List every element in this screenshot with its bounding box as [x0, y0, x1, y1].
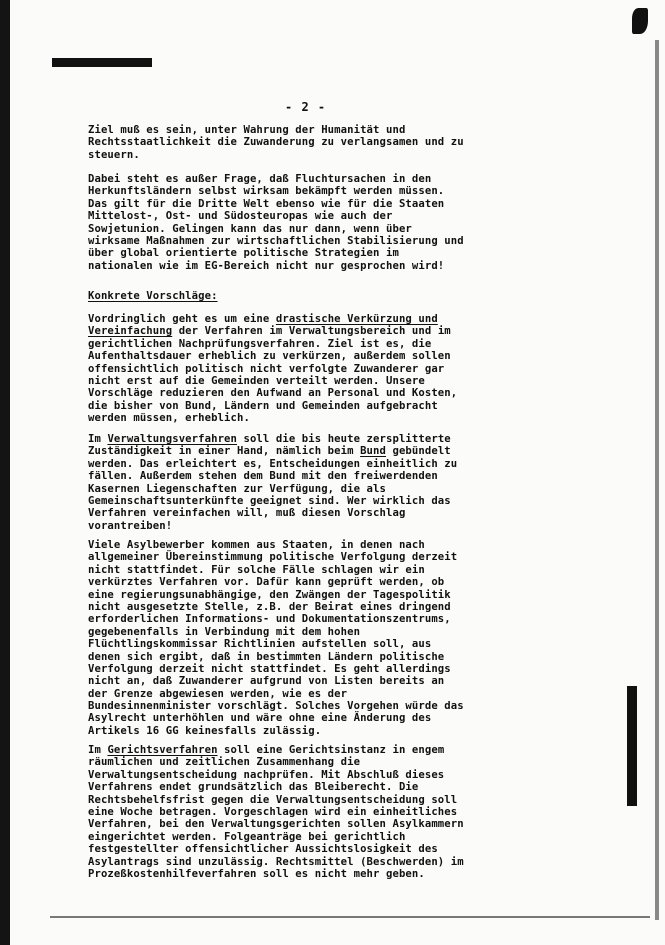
underlined-text: Gerichtsverfahren	[107, 744, 218, 756]
text-line	[88, 744, 508, 756]
underlined-text: Vereinfachung	[88, 325, 173, 338]
text-line: Herkunftsländern selbst wirksam bekämpft werden müssen.	[88, 185, 445, 198]
page-number: - 2 -	[285, 100, 327, 114]
text-line: die bisher von Bund, Ländern und Gemeinden aufgebracht	[88, 399, 438, 412]
text-line: eine regierungsunabhängige, den Zwängen der Tagespolitik	[88, 588, 451, 601]
paragraph-4	[88, 433, 508, 532]
paragraph-6	[88, 744, 508, 880]
text-line: Flüchtlingskommissar Richtlinien aufstellen soll, aus	[88, 638, 432, 651]
text-line: allgemeiner Übereinstimmung politische Verfolgung derzeit	[88, 551, 458, 564]
text-line: nicht erst auf die Gemeinden verteilt werden. Unsere	[88, 374, 425, 387]
text-line: werden. Das erleichtert es, Entscheidungen einheitlich zu	[88, 457, 458, 470]
section-heading	[88, 290, 508, 302]
text-line: der Grenze abgewiesen werden, wie es der	[88, 687, 348, 700]
text-line: Aufenthaltsdauer erheblich zu verkürzen, außerdem sollen	[88, 350, 451, 363]
text-line: denen sich ergibt, daß in bestimmten Ländern politische	[88, 650, 445, 663]
text-run: soll eine Gerichtsinstanz in engem	[217, 744, 445, 756]
text-line: eine Woche betragen. Vorgeschlagen wird ein einheitliches	[88, 805, 458, 818]
text-line: erforderlichen Informations- und Dokumentationszentrums,	[88, 613, 451, 626]
paragraph-1	[88, 124, 508, 161]
text-line: Viele Asylbewerber kommen aus Staaten, in denen nach	[88, 539, 425, 551]
text-line: über global orientierte politische Strategien im	[88, 247, 399, 260]
text-line: wirksame Maßnahmen zur wirtschaftlichen Stabilisierung und	[88, 234, 464, 247]
text-line: nicht an, daß Zuwanderer aufgrund von Listen bereits an	[88, 675, 445, 688]
text-run: der Verfahren im Verwaltungsbereich und im	[172, 325, 451, 338]
text-line: festgestellter offensichtlicher Aussichtslosigkeit des	[88, 843, 438, 856]
text-line	[88, 445, 508, 457]
text-line	[88, 433, 508, 445]
scan-mark-top-left	[0, 0, 10, 945]
text-line: eingerichtet werden. Folgeanträge bei gerichtlich	[88, 830, 406, 843]
text-line: Verwaltungsentscheidung nachprüfen. Mit Abschluß dieses	[88, 768, 445, 781]
text-line: Mittelost-, Ost- und Südosteuropas wie auch der	[88, 210, 393, 223]
text-run: gebündelt	[386, 445, 451, 458]
text-line: werden müssen, erheblich.	[88, 412, 250, 425]
text-line: Prozeßkostenhilfeverfahren soll es nicht mehr geben.	[88, 867, 425, 880]
text-run: Zuständigkeit in einer Hand, nämlich beim	[88, 445, 361, 458]
underlined-text: drastische Verkürzung und	[275, 313, 438, 325]
text-line: Verfahrens endet grundsätzlich das Bleiberecht. Die	[88, 781, 419, 794]
text-line: Asylrecht unterhöhlen und wäre ohne eine Änderung des	[88, 712, 432, 725]
scan-mark-right-bar	[627, 686, 637, 806]
underlined-text: Verwaltungsverfahren	[107, 433, 237, 445]
paragraph-5	[88, 539, 508, 737]
text-line: fällen. Außerdem stehen dem Bund mit den freiwerdenden	[88, 470, 438, 483]
heading-text: Konkrete Vorschläge:	[88, 290, 218, 302]
text-line: Rechtsstaatlichkeit die Zuwanderung zu verlangsamen und zu	[88, 136, 464, 149]
text-line: nationalen wie im EG-Bereich nicht nur gesprochen wird!	[88, 259, 445, 272]
text-line: Das gilt für die Dritte Welt ebenso wie für die Staaten	[88, 197, 445, 210]
text-line: offensichtlich politisch nicht verfolgte Zuwanderer gar	[88, 362, 445, 375]
text-line: Kasernen Liegenschaften zur Verfügung, die als	[88, 482, 386, 495]
text-line	[88, 313, 508, 325]
text-line: verkürztes Verfahren vor. Dafür kann geprüft werden, ob	[88, 576, 445, 589]
text-line: Bundesinnenminister vorschlägt. Solches Vorgehen würde das	[88, 700, 464, 713]
scan-mark-top-bar	[52, 58, 152, 67]
text-run: Vordringlich geht es um eine	[88, 313, 276, 325]
text-line: Verfahren, bei den Verwaltungsgerichten sollen Asylkammern	[88, 818, 464, 831]
text-line: vorantreiben!	[88, 519, 173, 532]
scan-bottom-edge	[50, 916, 650, 918]
text-line: Ziel muß es sein, unter Wahrung der Humanität und	[88, 124, 406, 136]
text-line: Verfahren vereinfachen will, muß diesen Vorschlag	[88, 507, 406, 520]
text-line: Verfolgung derzeit nicht stattfindet. Es geht allerdings	[88, 662, 451, 675]
paragraph-3	[88, 313, 508, 425]
scan-mark-right-edge	[655, 40, 659, 920]
text-line: gerichtlichen Nachprüfungsverfahren. Ziel ist es, die	[88, 337, 432, 350]
text-line: nicht ausgesetzte Stelle, z.B. der Beirat eines dringend	[88, 600, 451, 613]
text-run: Im	[88, 744, 108, 756]
text-line: Artikels 16 GG keinesfalls zulässig.	[88, 724, 322, 737]
text-run: soll die bis heute zersplitterte	[237, 433, 451, 445]
paragraph-2	[88, 173, 508, 272]
text-line: steuern.	[88, 148, 140, 161]
scan-mark-right-top	[632, 8, 648, 34]
text-line: Gemeinschaftsunterkünfte geeignet sind. Wer wirklich das	[88, 494, 451, 507]
text-run: Im	[88, 433, 108, 445]
underlined-text: Bund	[360, 445, 386, 458]
text-line	[88, 325, 508, 337]
text-line: Asylantrags sind unzulässig. Rechtsmittel (Beschwerden) im	[88, 855, 464, 868]
text-line: Vorschläge reduzieren den Aufwand an Personal und Kosten,	[88, 387, 458, 400]
text-line: nicht stattfindet. Für solche Fälle schlagen wir ein	[88, 563, 425, 576]
text-line: Sowjetunion. Gelingen kann das nur dann, wenn über	[88, 222, 412, 235]
text-line: Dabei steht es außer Frage, daß Fluchtursachen in den	[88, 173, 432, 185]
text-line: räumlichen und zeitlichen Zusammenhang die	[88, 756, 361, 769]
text-line: Rechtsbehelfsfrist gegen die Verwaltungsentscheidung soll	[88, 793, 458, 806]
text-line: gegebenenfalls in Verbindung mit dem hohen	[88, 625, 361, 638]
